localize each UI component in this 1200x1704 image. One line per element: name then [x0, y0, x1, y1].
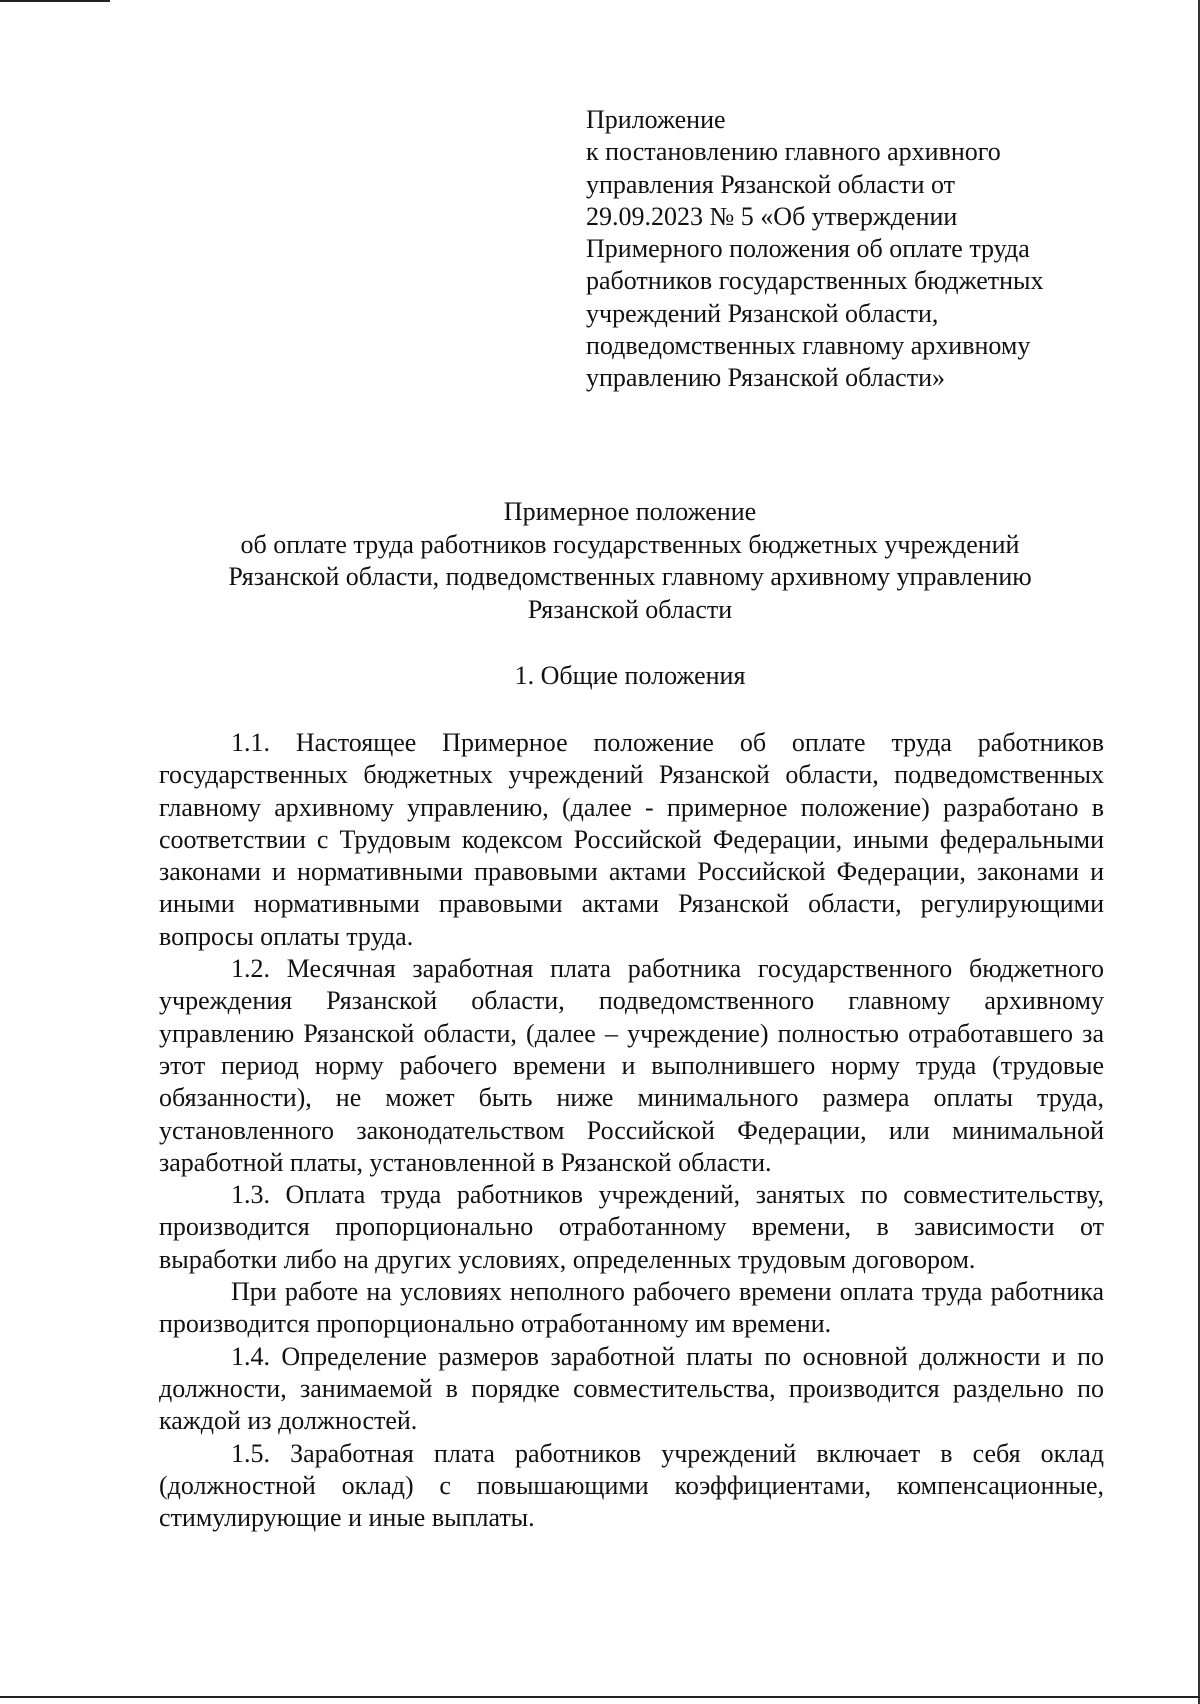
paragraph-1-5: 1.5. Заработная плата работников учреждений включает в себя оклад (должностной оклад) с повышающими коэффициентами, компенсационные, стимулирующие и иные выплаты.	[159, 1438, 1104, 1533]
paragraph-1-3: 1.3. Оплата труда работников учреждений, занятых по совместительству, производится пропорционально отработанному времени, в зависимости от выработки либо на других условиях, определенных трудовым договором.	[159, 1180, 1104, 1274]
appendix-line: Примерного положения об оплате труда	[586, 234, 1030, 264]
appendix-line: подведомственных главному архивному	[586, 331, 1031, 361]
title-line: Рязанской области, подведомственных главному архивному управлению	[228, 562, 1032, 591]
appendix-line: управления Рязанской области от	[586, 169, 956, 199]
paragraph-1-4: 1.4. Определение размеров заработной платы по основной должности и по должности, занимаемой в порядке совместительства, производится раздельно по каждой из должностей.	[159, 1341, 1104, 1436]
appendix-line: управлению Рязанской области»	[586, 363, 945, 393]
appendix-line: учреждений Рязанской области,	[586, 298, 939, 328]
appendix-line: работников государственных бюджетных	[586, 266, 1044, 296]
scan-edge-bottom	[0, 1696, 1200, 1698]
paragraph-1-2: 1.2. Месячная заработная плата работника государственного бюджетного учреждения Рязанской области, подведомственного главному архивному управлению Рязанской области, (далее – учреждение) полностью отработавшего за этот период норму рабочего времени и выполнившего норму труда (трудовые обязанности), не может быть ниже минимального размера оплаты труда, установленного законодательством Российской Федерации, или минимальной заработной платы, установленной в Рязанской области.	[159, 954, 1104, 1177]
appendix-line: 29.09.2023 № 5 «Об утверждении	[586, 201, 958, 231]
title-line: Примерное положение	[503, 497, 757, 526]
appendix-line: к постановлению главного архивного	[586, 137, 1001, 167]
document-title	[150, 496, 1110, 626]
paragraph-part-time: При работе на условиях неполного рабочего времени оплата труда работника производится пропорционально отработанному им времени.	[159, 1277, 1104, 1339]
paragraph-1-1: 1.1. Настоящее Примерное положение об оплате труда работников государственных бюджетных учреждений Рязанской области, подведомственных главному архивному управлению, (далее - примерное положение) разработано в соответствии с Трудовым кодексом Российской Федерации, иными федеральными законами и нормативными правовыми актами Российской Федерации, законами и иными нормативными правовыми актами Рязанской области, регулирующими вопросы оплаты труда.	[159, 728, 1104, 951]
title-line: Рязанской области	[527, 594, 733, 624]
scan-edge-top	[0, 0, 110, 2]
document-body	[159, 727, 1104, 1534]
section-heading: 1. Общие положения	[514, 661, 746, 690]
appendix-line: Приложение	[586, 105, 726, 134]
appendix-header	[586, 104, 1106, 395]
title-line: об оплате труда работников государственных бюджетных учреждений	[240, 529, 1020, 559]
